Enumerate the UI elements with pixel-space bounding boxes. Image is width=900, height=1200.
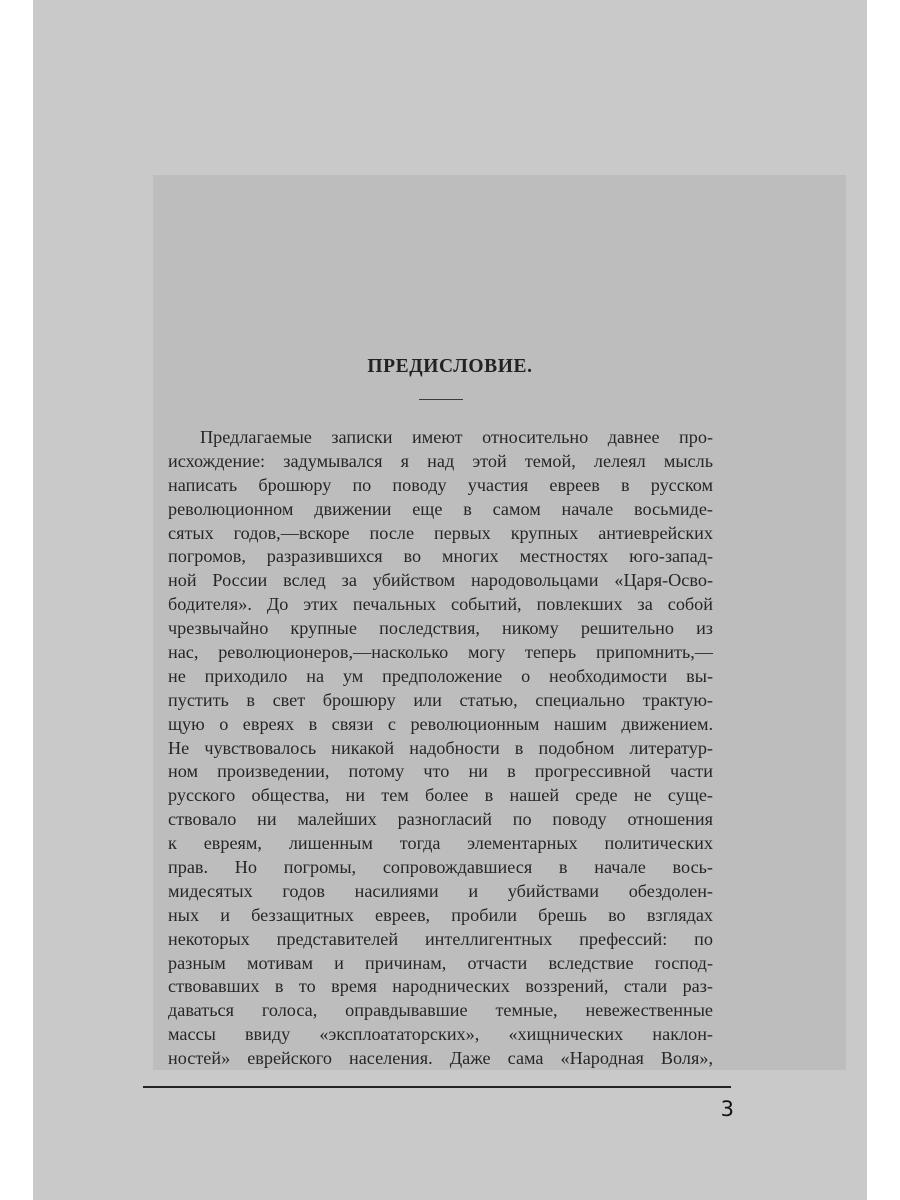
title-divider <box>419 399 463 400</box>
page-title: ПРЕДИСЛОВИЕ. <box>367 356 533 377</box>
text-line: ной России вслед за убийством народовольцами «Царя-Осво- <box>168 570 713 591</box>
text-line: ствовало ни малейших разногласий по поводу отношения <box>168 809 713 830</box>
footer-divider <box>143 1086 731 1088</box>
text-line: мидесятых годов насилиями и убийствами обездолен- <box>168 880 713 901</box>
text-line: Не чувствовалось никакой надобности в подобном литератур- <box>168 737 713 758</box>
text-line: массы ввиду «эксплоататорских», «хищнических наклон- <box>168 1024 713 1045</box>
text-line: пустить в свет брошюру или статью, специально трактую- <box>168 689 713 710</box>
text-line: чрезвычайно крупные последствия, никому решительно из <box>168 618 713 639</box>
text-line: разным мотивам и причинам, отчасти вследствие господ- <box>168 952 713 973</box>
text-line: нас, революционеров,—насколько могу теперь припомнить,— <box>168 642 713 663</box>
body-paragraph <box>168 426 713 1071</box>
text-line: ствовавших в то время народнических воззрений, стали раз- <box>168 976 713 997</box>
page-number: 3 <box>720 1097 734 1121</box>
text-line: русского общества, ни тем более в нашей среде не суще- <box>168 785 713 806</box>
text-line: ностей» еврейского населения. Даже сама «Народная Воля», <box>168 1048 713 1069</box>
text-line: некоторых представителей интеллигентных префессий: по <box>168 928 713 949</box>
text-line: даваться голоса, оправдывавшие темные, невежественные <box>168 1000 713 1021</box>
text-line: бодителя». До этих печальных событий, повлекших за собой <box>168 594 713 615</box>
text-line: щую о евреях в связи с революционным нашим движением. <box>168 713 713 734</box>
text-line: сятых годов,—вскоре после первых крупных антиеврейских <box>168 522 713 543</box>
text-line: ных и беззащитных евреев, пробили брешь во взглядах <box>168 904 713 925</box>
text-line: к евреям, лишенным тогда элементарных политических <box>168 833 713 854</box>
text-line: погромов, разразившихся во многих местностях юго-запад- <box>168 546 713 567</box>
text-line: ном произведении, потому что ни в прогрессивной части <box>168 761 713 782</box>
text-line: революционном движении еще в самом начале восьмиде- <box>168 498 713 519</box>
text-line: исхождение: задумывался я над этой темой, лелеял мысль <box>168 450 713 471</box>
text-line: не приходило на ум предположение о необходимости вы- <box>168 665 713 686</box>
text-line: прав. Но погромы, сопровождавшиеся в начале вось- <box>168 857 713 878</box>
text-line: написать брошюру по поводу участия евреев в русском <box>168 474 713 495</box>
text-line: Предлагаемые записки имеют относительно давнее про- <box>200 427 713 447</box>
